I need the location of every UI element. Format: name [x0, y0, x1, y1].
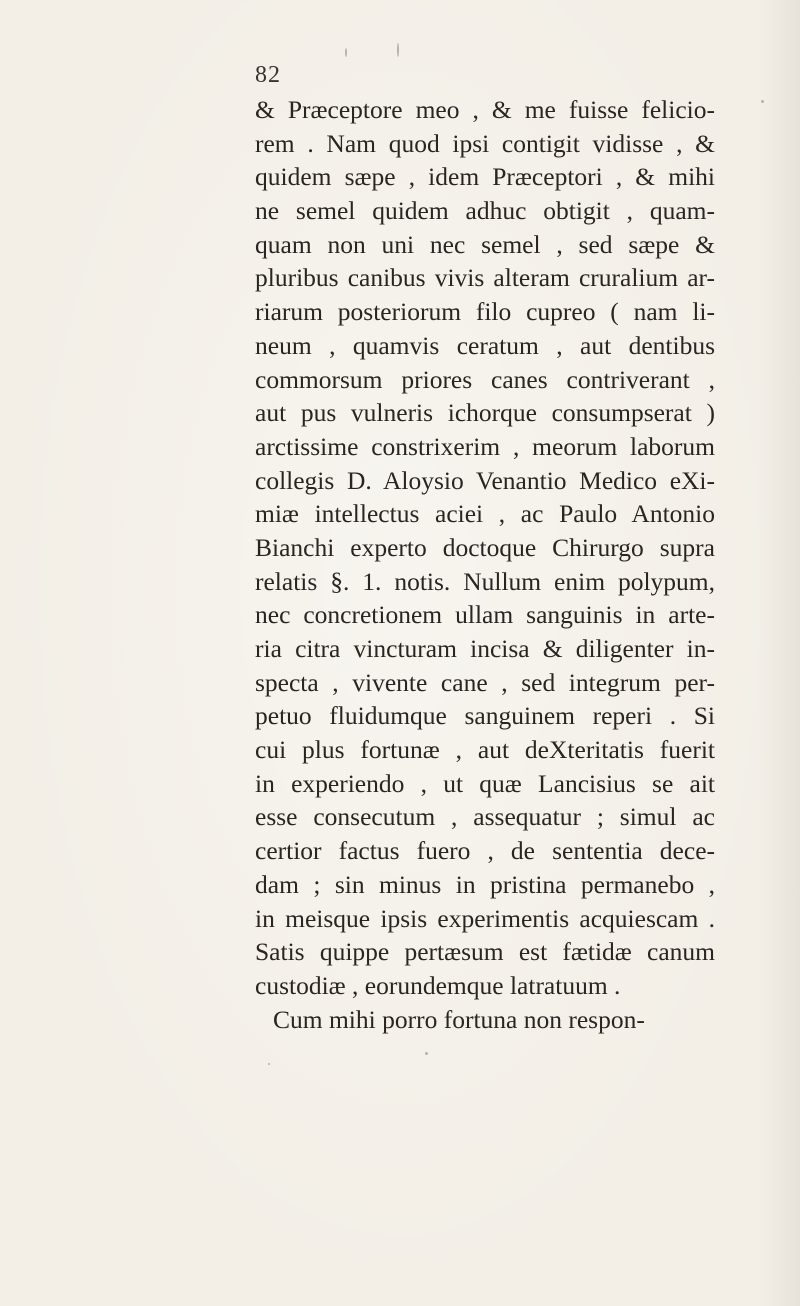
- text-line-21: in experiendo , ut quæ Lancisius se ait: [255, 768, 715, 798]
- page-edge-shadow: [760, 0, 800, 1306]
- text-line-26: Satis quippe pertæsum est fætidæ canum: [255, 937, 715, 967]
- paper-speck: [345, 48, 347, 57]
- text-line-4: ne semel quidem adhuc obtigit , quam-: [255, 196, 715, 226]
- text-line-23: certior factus fuero , de sententia dece-: [255, 836, 715, 866]
- text-line-13: miæ intellectus aciei , ac Paulo Antonio: [255, 499, 715, 529]
- text-line-20: cui plus fortunæ , aut deXteritatis fuerit: [255, 735, 715, 765]
- text-line-11: arctissime constrixerim , meorum laborum: [255, 431, 715, 461]
- text-line-17: ria citra vincturam incisa & diligenter in-: [255, 634, 715, 663]
- paper-speck: [397, 43, 399, 57]
- text-line-5: quam non uni nec semel , sed sæpe &: [255, 229, 715, 259]
- text-line-19: petuo fluidumque sanguinem reperi . Si: [255, 701, 715, 731]
- paper-speck: [425, 1052, 428, 1055]
- text-line-27: custodiæ , eorundemque latratuum .: [255, 970, 621, 1000]
- paper-speck: [268, 1063, 270, 1065]
- text-line-24: dam ; sin minus in pristina permanebo ,: [255, 869, 715, 899]
- text-line-1: & Præceptore meo , & me fuisse felicio-: [255, 95, 715, 124]
- text-line-2: rem . Nam quod ipsi contigit vidisse , &: [255, 128, 715, 158]
- text-line-7: riarum posteriorum filo cupreo ( nam li-: [255, 297, 715, 327]
- body-text: [255, 93, 715, 1036]
- page-number: 82: [255, 62, 281, 88]
- text-line-10: aut pus vulneris ichorque consumpserat ): [255, 398, 715, 428]
- text-line-6: pluribus canibus vivis alteram cruralium ar-: [255, 263, 715, 293]
- text-line-3: quidem sæpe , idem Præceptori , & mihi: [255, 162, 715, 192]
- text-line-25: in meisque ipsis experimentis acquiescam .: [255, 903, 715, 933]
- text-line-14: Bianchi experto doctoque Chirurgo supra: [255, 532, 715, 562]
- text-line-12: collegis D. Aloysio Venantio Medico eXi-: [255, 465, 715, 495]
- text-line-8: neum , quamvis ceratum , aut dentibus: [255, 330, 715, 360]
- text-line-18: specta , vivente cane , sed integrum per-: [255, 667, 715, 697]
- text-line-16: nec concretionem ullam sanguinis in arte-: [255, 600, 715, 630]
- text-line-22: esse consecutum , assequatur ; simul ac: [255, 802, 715, 832]
- text-line-15: relatis §. 1. notis. Nullum enim polypum,: [255, 566, 715, 596]
- paper-speck: [761, 100, 764, 103]
- text-line-9: commorsum priores canes contriverant ,: [255, 364, 715, 394]
- text-line-28: Cum mihi porro fortuna non respon-: [273, 1004, 645, 1034]
